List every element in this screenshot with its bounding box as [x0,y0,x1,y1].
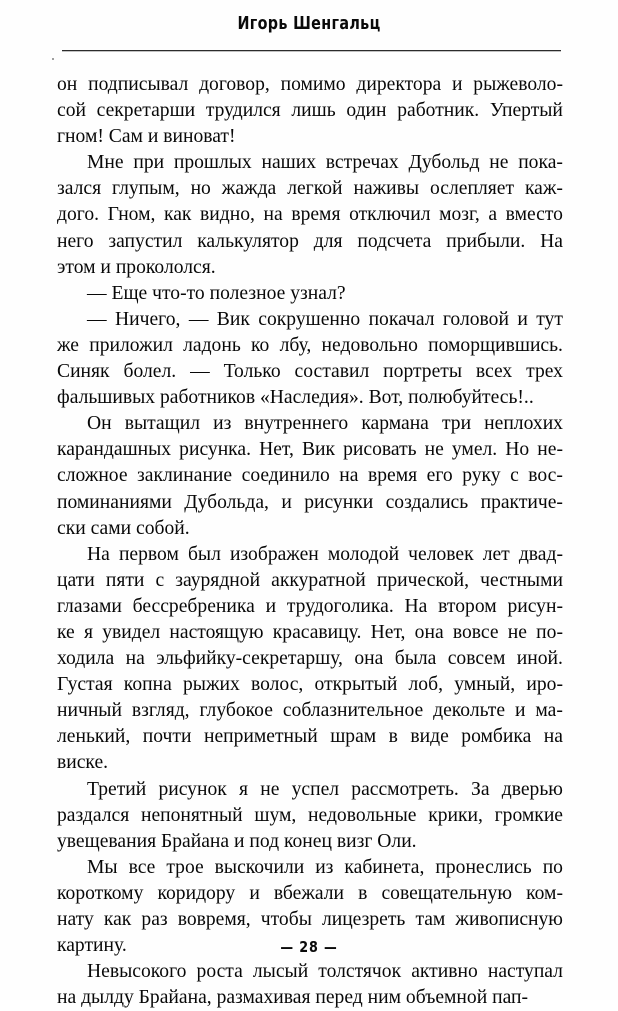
text-line: ски сами собой. [57,517,190,539]
text-line: гном! Сам и виноват! [57,126,236,148]
text-line: нату как раз вовремя, чтобы лицезреть там живописную [57,909,563,930]
paragraph [57,959,563,1011]
paragraph [57,777,563,855]
scan-speck-artifact [52,58,54,60]
text-line: карандашных рисунка. Нет, Вик рисовать не умел. Но не- [57,439,563,461]
page-number-folio: — 28 — [280,938,338,956]
paragraph [57,281,563,307]
text-line: — Еще что-то полезное узнал? [87,282,346,304]
text-line: ке я увидел настоящую красавицу. Нет, она вовсе не по- [57,621,563,643]
text-line: сложное заклинание соединило на время его руку с вос- [57,465,563,487]
text-line: ничный взгляд, глубокое соблазнительное декольте и ма- [57,700,563,722]
text-line: Синяк болел. — Только составил портреты всех трех [57,361,563,383]
text-line: увещевания Брайана и под конец визг Оли. [57,830,417,852]
text-line: На первом был изображен молодой человек лет двад- [87,543,563,565]
text-line: Третий рисунок я не успел рассмотреть. За дверью [87,778,563,800]
text-line: него запустил калькулятор для подсчета прибыли. На [57,230,563,252]
paragraph [57,72,563,150]
text-line: короткому коридору и вбежали в совещательную ком- [57,882,563,904]
text-line: Густая копна рыжих волос, открытый лоб, умный, иро- [57,674,563,696]
paragraph [57,150,563,280]
text-line: сой секретарши трудился лишь один работник. Упертый [57,100,563,122]
text-line: Мне при прошлых наших встречах Дубольд не пока- [87,152,563,174]
text-line: этом и прокололся. [57,256,216,278]
text-line: дого. Гном, как видно, на время отключил мозг, а вместо [57,204,563,226]
text-line: он подписывал договор, помимо директора и рыжеволо- [57,74,563,95]
paragraph [57,411,563,541]
text-line: поминаниями Дубольда, и рисунки создались практиче- [57,491,563,513]
text-line: Невысокого роста лысый толстячок активно наступал [87,961,563,983]
text-line: — Ничего, — Вик сокрушенно покачал головой и тут [87,308,563,330]
paragraph [57,307,563,411]
text-line: глазами бессребреника и трудоголика. На втором рисун- [57,595,563,617]
text-line: ходила на эльфийку-секретаршу, она была совсем иной. [57,648,563,670]
text-line: раздался непонятный шум, недовольные крики, громкие [57,804,563,826]
text-line: фальшивых работников «Наследия». Вот, полюбуйтесь!.. [57,387,534,409]
paragraph [57,542,563,777]
text-line: Мы все трое выскочили из кабинета, пронеслись по [87,856,563,878]
text-line: зался глупым, но жажда легкой наживы ослепляет каж- [57,178,563,200]
text-line: же приложил ладонь ко лбу, недовольно поморщившись. [57,334,563,356]
text-line: виске. [57,752,109,774]
header-divider-rule [62,50,561,51]
text-line: картину. [57,935,127,957]
text-line: Он вытащил из внутреннего кармана три неплохих [87,413,563,435]
body-text-column [57,72,563,1011]
text-line: ленький, почти неприметный шрам в виде ромбика на [57,726,563,748]
text-line: цати пяти с заурядной аккуратной прической, честными [57,569,563,591]
text-line: на дылду Брайана, размахивая перед ним объемной пап- [57,987,529,1009]
running-head-author: Игорь Шенгальц [237,14,381,34]
